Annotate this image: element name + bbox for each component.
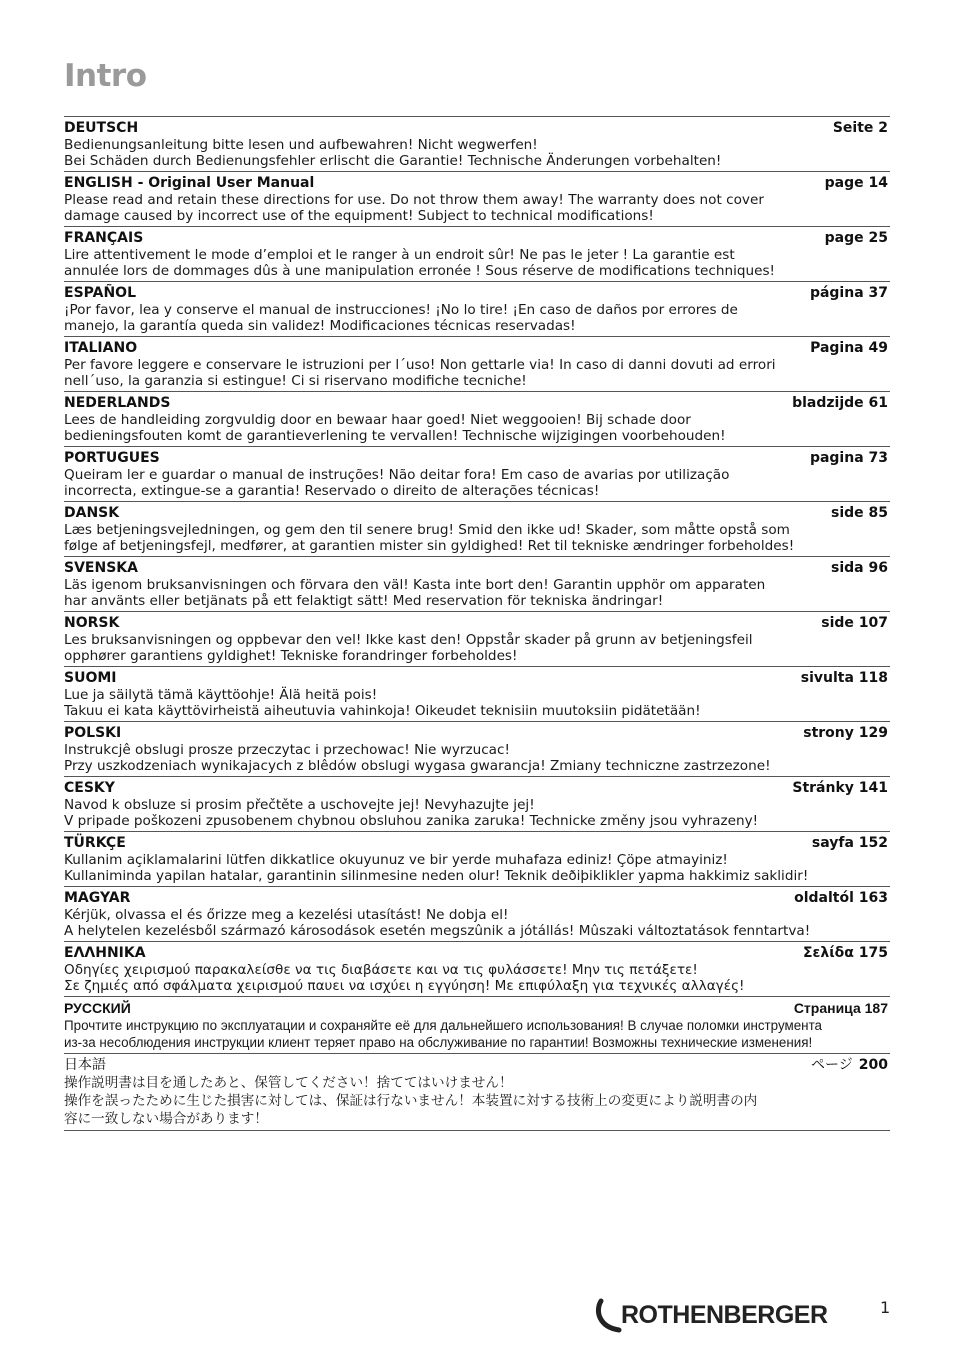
- entry-page: sivulta 118: [800, 670, 888, 686]
- entry-language: POLSKI: [64, 725, 122, 741]
- entry-page: Страница 187: [793, 1000, 888, 1016]
- entry-page: strony 129: [803, 725, 888, 741]
- entry-description: Läs igenom bruksanvisningen och förvara den väl! Kasta inte bort den! Garantin upphör om apparaten har använts eller betjänats på ett felaktigt sätt! Med reservation för tekniska ändringar!: [64, 577, 766, 609]
- entry-turkce: [64, 831, 890, 886]
- entry-page: sayfa 152: [811, 835, 888, 851]
- entry-page: Pagina 49: [810, 340, 888, 356]
- entry-description: ¡Por favor, lea y conserve el manual de instrucciones! ¡No lo tire! ¡En caso de daños por errores de manejo, la garantía queda sin validez! Modificaciones técnicas reservadas!: [64, 302, 738, 334]
- entry-description: Queiram ler e guardar o manual de instruções! Não deitar fora! Em caso de avarias por utilização incorrecta, extingue-se a garantia! Reservado o direito de alterações técnicas!: [64, 467, 730, 499]
- entry-description: Lue ja säilytä tämä käyttöohje! Älä heitä pois! Takuu ei kata käyttövirheistä aiheutuvia vahinkoja! Oikeudet teknisiin muutoksiin pidätetään!: [64, 687, 701, 719]
- entry-page: página 37: [809, 285, 888, 301]
- page-title: Intro: [64, 58, 147, 94]
- entry-page: Σελίδα 175: [802, 945, 888, 961]
- entry-suomi: [64, 666, 890, 721]
- entry-description: 操作説明書は目を通したあと、保管してください！捨ててはいけません！ 操作を誤ったために生じた損害に対しては、保証は行ないません！本装置に対する技術上の変更により説明書の内 容に一致しない場合があります！: [64, 1075, 758, 1127]
- entry-page: page 25: [824, 230, 888, 246]
- entry-page: oldaltól 163: [794, 890, 888, 906]
- entry-japanese: [64, 1053, 890, 1131]
- entry-language: NORSK: [64, 615, 120, 631]
- entry-description: Navod k obsluze si prosim přečtěte a uschovejte jej! Nevyhazujte jej! V pripade poškozeni zpusobenem chybnou obsluhou zanika zaruka! Technicke změny jsou vyhrazeny!: [64, 797, 759, 829]
- entry-language: ESPAÑOL: [64, 285, 136, 301]
- entry-language: PORTUGUES: [64, 450, 160, 466]
- entry-ellinika: [64, 941, 890, 996]
- entry-language: РУССКИЙ: [64, 1000, 131, 1016]
- entry-italiano: [64, 336, 890, 391]
- entry-page: Stránky 141: [792, 780, 888, 796]
- entry-language: MAGYAR: [64, 890, 131, 906]
- entry-language: SUOMI: [64, 670, 117, 686]
- entry-page: pagina 73: [809, 450, 888, 466]
- entry-page: side 85: [830, 505, 888, 521]
- entry-page: Seite 2: [832, 120, 888, 136]
- entry-page: 200: [858, 1057, 888, 1073]
- entry-description: Bedienungsanleitung bitte lesen und aufbewahren! Nicht wegwerfen! Bei Schäden durch Bedienungsfehler erlischt die Garantie! Technische Änderungen vorbehalten!: [64, 137, 722, 169]
- entry-page: bladzijde 61: [792, 395, 888, 411]
- entry-norsk: [64, 611, 890, 666]
- page-number: 1: [880, 1298, 891, 1317]
- entry-dansk: [64, 501, 890, 556]
- entry-language: SVENSKA: [64, 560, 138, 576]
- entry-description: Οδηγίες χειρισμού παρακαλείσθε να τις διαβάσετε και να τις φυλάσσετε! Μην τις πετάξετε! Σε ζημιές από σφάλματα χειρισμού παυει να ισχύει η εγγύηση! Με επιφύλαξη για τεχνικές αλλαγές!: [64, 962, 745, 994]
- entry-portugues: [64, 446, 890, 501]
- entry-description: Les bruksanvisningen og oppbevar den vel! Ikke kast den! Oppstår skader på grunn av betjeningsfeil opphører garantiens gyldighet! Tekniske forandringer forbeholdes!: [64, 632, 753, 664]
- entry-description: Lees de handleiding zorgvuldig door en bewaar haar goed! Niet weggooien! Bij schade door bedieningsfouten komt de garantieverlening te vervallen! Technische wijzigingen voorbehouden!: [64, 412, 726, 444]
- entry-language: NEDERLANDS: [64, 395, 171, 411]
- entry-description: Per favore leggere e conservare le istruzioni per l´uso! Non gettarle via! In caso di danni dovuti ad errori nell´uso, la garanzia si estingue! Ci si riservano modifiche tecniche!: [64, 357, 776, 389]
- entry-espanol: [64, 281, 890, 336]
- entry-description: Kullanim açiklamalarini lütfen dikkatlice okuyunuz ve bir yerde muhafaza ediniz! Çöpe atmayiniz! Kullaniminda yapilan hatalar, garantinin silinmesine neden olur! Teknik deðiþiklikler yapma hakkimiz saklidir!: [64, 852, 809, 884]
- entry-page-prefix: ページ: [811, 1057, 853, 1073]
- entry-english: [64, 171, 890, 226]
- entry-description: Прочтите инструкцию по эксплуатации и сохраняйте её для дальнейшего использования! В случае поломки инструмента из-за несоблюдения инструкции клиент теряет право на обслуживание по гарантии! Возможны технические изменения!: [64, 1018, 823, 1050]
- entry-description: Please read and retain these directions for use. Do not throw them away! The warranty does not cover damage caused by incorrect use of the equipment! Subject to technical modifications!: [64, 192, 764, 224]
- brand-name: ROTHENBERGER: [621, 1300, 828, 1329]
- entry-language: ΕΛΛΗΝΙΚΑ: [64, 945, 146, 961]
- entry-description: Læs betjeningsvejledningen, og gem den til senere brug! Smid den ikke ud! Skader, som måtte opstå som følge af betjeningsfejl, medfører, at garantien mister sin gyldighed! Ret til tekniske ændringer forbeholdes!: [64, 522, 795, 554]
- entry-description: Instrukcjê obslugi prosze przeczytac i przechowac! Nie wyrzucac! Przy uszkodzeniach wynikajacych z blêdów obslugi wygasa gwarancja! Zmiany techniczne zastrzezone!: [64, 742, 771, 774]
- language-index: [64, 116, 890, 1131]
- entry-francais: [64, 226, 890, 281]
- entry-russkiy: [64, 996, 890, 1053]
- entry-language: ENGLISH - Original User Manual: [64, 175, 315, 191]
- entry-page: side 107: [821, 615, 888, 631]
- rothenberger-logo: [595, 1296, 835, 1334]
- entry-nederlands: [64, 391, 890, 446]
- entry-description: Kérjük, olvassa el és őrizze meg a kezelési utasítást! Ne dobja el! A helytelen kezelésből származó károsodások esetén megszûnik a jótállás! Mûszaki változtatások fenntartva!: [64, 907, 811, 939]
- entry-language: ITALIANO: [64, 340, 138, 356]
- entry-language: 日本語: [64, 1057, 106, 1073]
- entry-language: DANSK: [64, 505, 120, 521]
- entry-language: DEUTSCH: [64, 120, 139, 136]
- entry-deutsch: [64, 116, 890, 171]
- entry-magyar: [64, 886, 890, 941]
- entry-page: sida 96: [831, 560, 888, 576]
- entry-page: page 14: [824, 175, 888, 191]
- entry-language: CESKY: [64, 780, 115, 796]
- entry-polski: [64, 721, 890, 776]
- entry-description: Lire attentivement le mode d’emploi et le ranger à un endroit sûr! Ne pas le jeter ! La garantie est annulée lors de dommages dûs à une manipulation erronée ! Sous réserve de modifications techniques!: [64, 247, 775, 279]
- entry-language: TÜRKÇE: [64, 835, 126, 851]
- entry-language: FRANÇAIS: [64, 230, 144, 246]
- entry-cesky: [64, 776, 890, 831]
- entry-svenska: [64, 556, 890, 611]
